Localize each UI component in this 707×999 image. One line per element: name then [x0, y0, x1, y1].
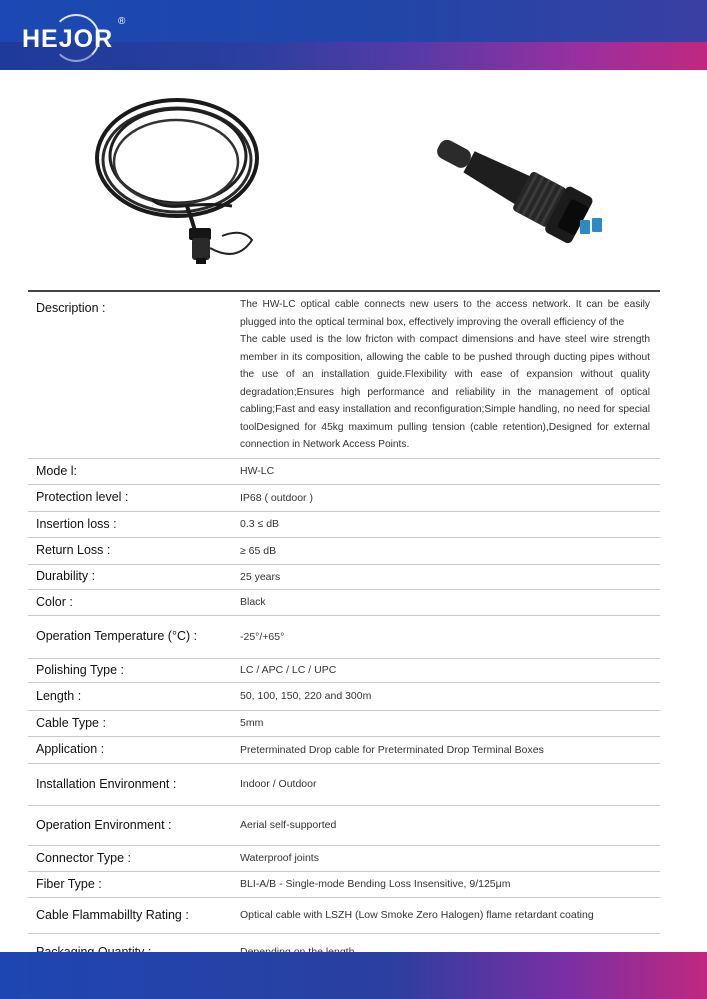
spec-label: Protection level :	[28, 484, 232, 511]
spec-row	[28, 537, 660, 564]
spec-value: Preterminated Drop cable for Preterminated Drop Terminal Boxes	[232, 736, 660, 763]
spec-row	[28, 871, 660, 897]
spec-label: Mode l:	[28, 458, 232, 484]
spec-label: Insertion loss :	[28, 511, 232, 537]
spec-row	[28, 615, 660, 658]
spec-label: Description :	[28, 292, 232, 458]
spec-label: Length :	[28, 682, 232, 710]
spec-value: HW-LC	[232, 458, 660, 484]
spec-label: Cable Type :	[28, 710, 232, 736]
spec-label: Color :	[28, 589, 232, 615]
spec-row	[28, 658, 660, 682]
spec-value: 0.3 ≤ dB	[232, 511, 660, 537]
spec-label: Operation Temperature (°C) :	[28, 615, 232, 658]
spec-row	[28, 682, 660, 710]
description-text	[232, 292, 660, 458]
spec-row	[28, 845, 660, 871]
spec-value: IP68 ( outdoor )	[232, 484, 660, 511]
spec-label: Fiber Type :	[28, 871, 232, 897]
spec-value: 5mm	[232, 710, 660, 736]
spec-value: Indoor / Outdoor	[232, 763, 660, 805]
spec-row	[28, 710, 660, 736]
spec-row	[28, 484, 660, 511]
logo-text: HEJOR	[22, 25, 114, 53]
spec-table	[28, 292, 660, 972]
spec-row	[28, 736, 660, 763]
spec-value: -25°/+65°	[232, 615, 660, 658]
spec-label: Application :	[28, 736, 232, 763]
page-header-banner	[0, 0, 707, 70]
spec-value: Waterproof joints	[232, 845, 660, 871]
spec-row	[28, 897, 660, 933]
connector-closeup-photo	[422, 128, 612, 258]
spec-value: ≥ 65 dB	[232, 537, 660, 564]
spec-label: Durability :	[28, 564, 232, 589]
spec-value: Optical cable with LSZH (Low Smoke Zero Halogen) flame retardant coating	[232, 897, 660, 933]
spec-value: Aerial self-supported	[232, 805, 660, 845]
spec-value: Black	[232, 589, 660, 615]
spec-row	[28, 564, 660, 589]
description-paragraph: The cable used is the low fricton with compact dimensions and have steel wire strength member in its composition, allowing the cable to be pushed through ducting pipes without the use of an installation guide.Flexibility with ease of expansion without quality degradation;Ensures high performance and reliability in the management of optical cabling;Fast and easy installation and reconfiguration;Simple handling, no need for special toolDesigned for 45kg maximum pulling tension (cable retention),Designed for external connection in Network Access Points.	[240, 334, 650, 450]
spec-label: Installation Environment :	[28, 763, 232, 805]
spec-row	[28, 763, 660, 805]
spec-row	[28, 511, 660, 537]
spec-label: Connector Type :	[28, 845, 232, 871]
spec-row	[28, 805, 660, 845]
spec-row	[28, 589, 660, 615]
spec-label: Return Loss :	[28, 537, 232, 564]
spec-value: LC / APC / LC / UPC	[232, 658, 660, 682]
description-paragraph: The HW-LC optical cable connects new users to the access network. It can be easily plugged into the optical terminal box, effectively improving the overall efficiency of the	[240, 299, 650, 328]
spec-label: Cable Flammabillty Rating :	[28, 897, 232, 933]
coiled-cable-photo	[92, 88, 262, 273]
spec-label: Operation Environment :	[28, 805, 232, 845]
spec-row	[28, 458, 660, 484]
spec-value: 50, 100, 150, 220 and 300m	[232, 682, 660, 710]
spec-row-description	[28, 292, 660, 458]
spec-value: BLI-A/B - Single-mode Bending Loss Insensitive, 9/125μm	[232, 871, 660, 897]
page-footer-banner	[0, 952, 707, 999]
spec-value: 25 years	[232, 564, 660, 589]
brand-logo	[22, 14, 126, 62]
spec-label: Polishing Type :	[28, 658, 232, 682]
registered-mark: ®	[118, 16, 126, 27]
